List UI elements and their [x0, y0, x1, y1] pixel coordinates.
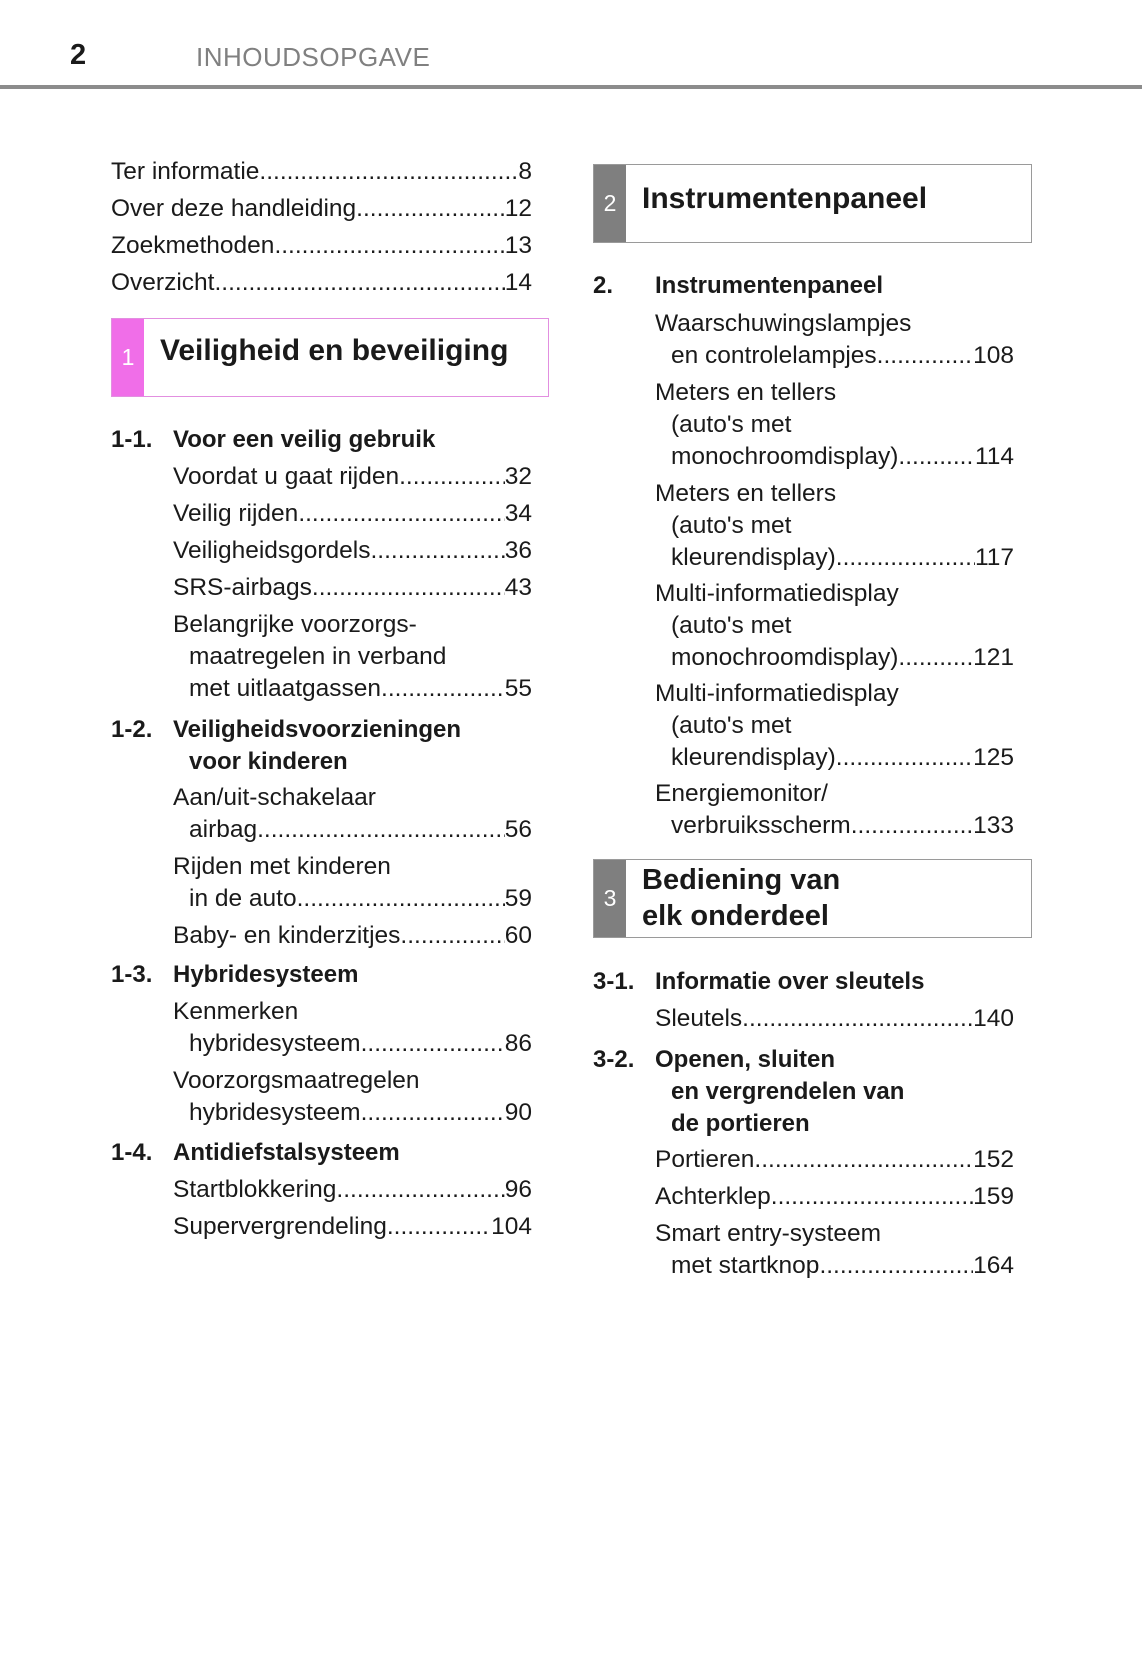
- toc-entry-1-3-0[interactable]: Kenmerken hybridesysteem ..... 86: [173, 996, 532, 1060]
- toc-entry-1-1-3[interactable]: SRS-airbags ..... 43: [173, 572, 532, 604]
- toc-entry-2-2[interactable]: Meters en tellers (auto's met kleurendisplay) ..... 117: [655, 478, 1014, 574]
- chapter-3-title-line-1: Bediening van: [642, 864, 841, 896]
- chapter-1-title: Veiligheid en beveiliging: [160, 334, 509, 367]
- toc-entry-3-1-0[interactable]: Sleutels ..... 140: [655, 1003, 1014, 1035]
- toc-entry-3-2-1[interactable]: Achterklep ..... 159: [655, 1181, 1014, 1213]
- toc-entry-1-2-2[interactable]: Baby- en kinderzitjes ..... 60: [173, 920, 532, 952]
- toc-entry-3-2-2[interactable]: Smart entry-systeem met startknop ..... 164: [655, 1218, 1014, 1282]
- toc-entry-2-5[interactable]: Energiemonitor/ verbruiksscherm ..... 133: [655, 778, 1014, 842]
- chapter-3-banner[interactable]: [593, 859, 1032, 938]
- toc-entry-1-3-1[interactable]: Voorzorgsmaatregelen hybridesysteem ..... 90: [173, 1065, 532, 1129]
- chapter-2-banner[interactable]: [593, 164, 1032, 243]
- toc-entry-1-1-1[interactable]: Veilig rijden ..... 34: [173, 498, 532, 530]
- page-header: [0, 0, 1142, 90]
- toc-entry-front-1[interactable]: Over deze handleiding ..... 12: [111, 193, 532, 225]
- chapter-3-title-line-2: elk onderdeel: [642, 900, 829, 932]
- toc-entry-front-0[interactable]: Ter informatie ..... 8: [111, 156, 532, 188]
- toc-entry-2-3[interactable]: Multi-informatiedisplay (auto's met monochroomdisplay) ..... 121: [655, 578, 1014, 674]
- toc-entry-2-4[interactable]: Multi-informatiedisplay (auto's met kleurendisplay) ..... 125: [655, 678, 1014, 774]
- toc-entry-1-2-0[interactable]: Aan/uit-schakelaar airbag ..... 56: [173, 782, 532, 846]
- header-divider: [0, 85, 1142, 89]
- chapter-2-tab: 2: [594, 165, 626, 242]
- toc-entry-front-2[interactable]: Zoekmethoden ..... 13: [111, 230, 532, 262]
- page-number: 2: [70, 39, 87, 71]
- page-title: INHOUDSOPGAVE: [196, 42, 431, 72]
- toc-entry-1-1-4[interactable]: Belangrijke voorzorgs- maatregelen in verband met uitlaatgassen ..... 55: [173, 609, 532, 705]
- chapter-1-banner[interactable]: [111, 318, 549, 397]
- section-3-2-heading[interactable]: 3-2. Openen, sluiten en vergrendelen van de portieren: [593, 1046, 905, 1137]
- chapter-1-tab: 1: [112, 319, 144, 396]
- toc-entry-3-2-0[interactable]: Portieren ..... 152: [655, 1144, 1014, 1176]
- toc-entry-1-4-1[interactable]: Supervergrendeling ..... 104: [173, 1211, 532, 1243]
- toc-entry-1-1-2[interactable]: Veiligheidsgordels ..... 36: [173, 535, 532, 567]
- toc-entry-2-0[interactable]: Waarschuwingslampjes en controlelampjes ..... 108: [655, 308, 1014, 372]
- toc-entry-2-1[interactable]: Meters en tellers (auto's met monochroomdisplay) ..... 114: [655, 377, 1014, 473]
- section-1-2-heading[interactable]: 1-2. Veiligheidsvoorzieningen voor kinderen: [111, 716, 462, 775]
- chapter-2-title: Instrumentenpaneel: [642, 182, 928, 215]
- toc-entry-1-4-0[interactable]: Startblokkering ..... 96: [173, 1174, 532, 1206]
- toc-entry-front-3[interactable]: Overzicht ..... 14: [111, 267, 532, 299]
- toc-entry-1-1-0[interactable]: Voordat u gaat rijden ..... 32: [173, 461, 532, 493]
- toc-entry-1-2-1[interactable]: Rijden met kinderen in de auto ..... 59: [173, 851, 532, 915]
- chapter-3-tab: 3: [594, 860, 626, 937]
